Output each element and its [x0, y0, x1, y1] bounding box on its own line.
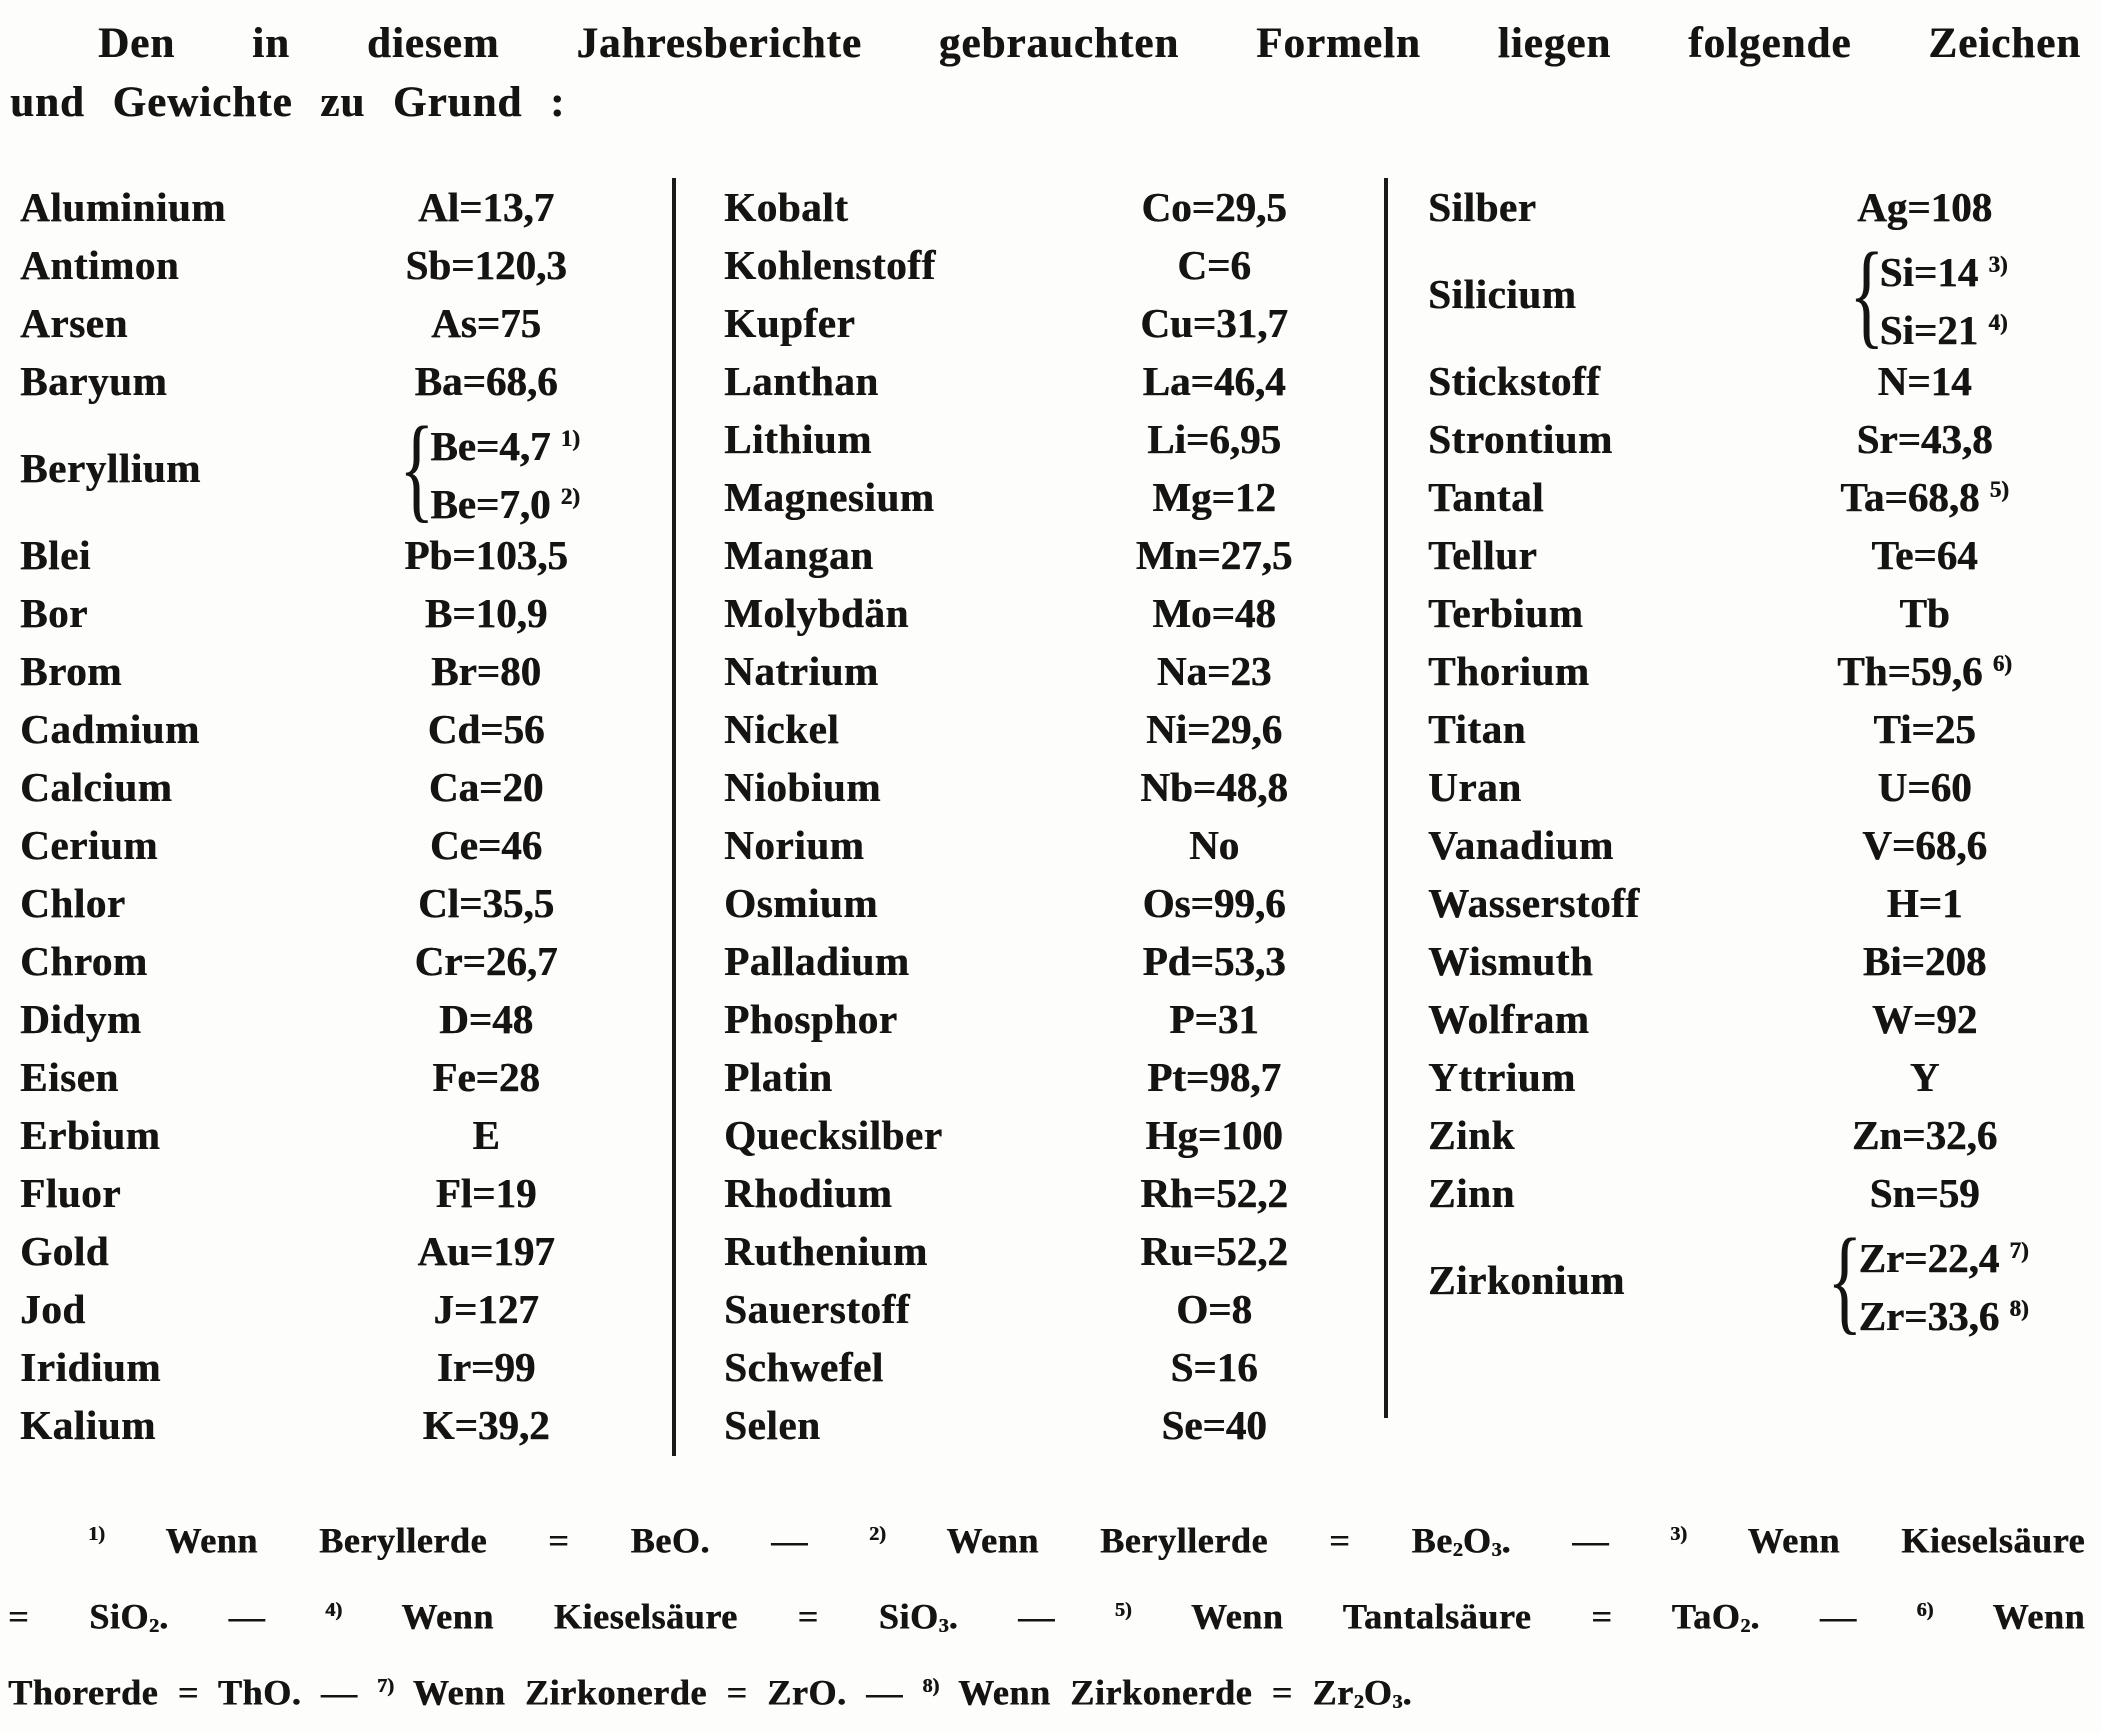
- element-value: Li=6,95: [1147, 416, 1281, 462]
- element-name: Zink: [1428, 1112, 1515, 1158]
- formula-subscript: 3: [938, 1615, 949, 1638]
- element-value: Ir=99: [436, 1344, 536, 1390]
- element-row: [1388, 526, 2101, 584]
- element-row: [676, 874, 1384, 932]
- element-value: H=1: [1886, 880, 1963, 926]
- element-name: Zirkonium: [1428, 1257, 1625, 1303]
- element-value-group: [1748, 1214, 2101, 1345]
- element-value: Sr=43,8: [1856, 416, 1993, 462]
- footnotes: [0, 1504, 2101, 1732]
- element-row: [676, 352, 1384, 410]
- element-name: Kupfer: [724, 300, 856, 346]
- value-stack: [1858, 1222, 2028, 1338]
- element-value: Cd=56: [427, 706, 545, 752]
- element-name: Ruthenium: [724, 1228, 928, 1274]
- element-name: Vanadium: [1428, 822, 1614, 868]
- element-name: Gold: [20, 1228, 109, 1274]
- element-value: Ni=29,6: [1145, 706, 1283, 752]
- element-row: [676, 642, 1384, 700]
- element-name: Wasserstoff: [1428, 880, 1640, 926]
- footnote-ref: 4): [1988, 310, 2008, 335]
- element-value: Fl=19: [435, 1170, 537, 1216]
- element-row: [1388, 932, 2101, 990]
- element-value: Te=64: [1871, 532, 1978, 578]
- footnote-ref: 5): [1114, 1599, 1132, 1622]
- element-row: [0, 642, 672, 700]
- element-value: Cu=31,7: [1140, 300, 1288, 346]
- element-row: [0, 990, 672, 1048]
- footnote-ref: 2): [560, 484, 580, 509]
- element-value: Be=7,0 $^{2)}$: [430, 481, 580, 528]
- element-weight-table: [0, 178, 2101, 1456]
- element-row: [0, 1338, 672, 1396]
- element-value: Se=40: [1161, 1402, 1267, 1448]
- intro-line-2: und Gewichte zu Grund :: [10, 79, 566, 126]
- element-name: Tantal: [1428, 474, 1545, 520]
- element-value: Rh=52,2: [1140, 1170, 1288, 1216]
- footnote-line-2: = SiO2. — $^{4)}$ Wenn Kieselsäure = SiO3. — $^{5)}$ Wenn Tantalsäure = TaO2. — $^{6)}$ Wenn: [8, 1596, 2085, 1638]
- element-name: Arsen: [20, 300, 128, 346]
- element-value: E: [472, 1112, 500, 1158]
- element-value: Ti=25: [1873, 706, 1976, 752]
- element-row: [0, 178, 672, 236]
- element-name: Niobium: [724, 764, 881, 810]
- element-row: [1388, 1106, 2101, 1164]
- column-1: [0, 178, 672, 1456]
- element-value: Zr=33,6 $^{8)}$: [1858, 1293, 2029, 1340]
- element-name: Kohlenstoff: [724, 242, 936, 288]
- element-value: No: [1188, 822, 1240, 868]
- element-row: [0, 526, 672, 584]
- element-row: [676, 178, 1384, 236]
- element-row: [676, 700, 1384, 758]
- element-name: Phosphor: [724, 996, 898, 1042]
- element-value: Au=197: [417, 1228, 555, 1274]
- footnote-ref: 7): [377, 1675, 394, 1698]
- element-value: Si=14 $^{3)}$: [1879, 249, 2008, 296]
- element-row: [0, 1222, 672, 1280]
- element-name: Yttrium: [1428, 1054, 1576, 1100]
- element-name: Didym: [20, 996, 142, 1042]
- element-row: [676, 816, 1384, 874]
- element-value: Pd=53,3: [1142, 938, 1286, 984]
- element-name: Rhodium: [724, 1170, 893, 1216]
- element-name: Baryum: [20, 358, 168, 404]
- element-value: Ru=52,2: [1140, 1228, 1288, 1274]
- element-name: Schwefel: [724, 1344, 884, 1390]
- column-3: [1388, 178, 2101, 1456]
- element-name: Silicium: [1428, 271, 1577, 317]
- element-value: Sn=59: [1869, 1170, 1980, 1216]
- element-row: [1388, 990, 2101, 1048]
- element-value: B=10,9: [424, 590, 548, 636]
- element-value: K=39,2: [422, 1402, 550, 1448]
- element-row: [0, 236, 672, 294]
- element-row: [676, 1396, 1384, 1454]
- element-row: [0, 874, 672, 932]
- element-row: [1388, 1048, 2101, 1106]
- element-row: [1388, 758, 2101, 816]
- element-row: [1388, 178, 2101, 236]
- element-row: [1388, 352, 2101, 410]
- element-name: Selen: [724, 1402, 821, 1448]
- element-row: [1388, 228, 2101, 359]
- element-value: Zn=32,6: [1851, 1112, 1998, 1158]
- element-name: Kobalt: [724, 184, 849, 230]
- footnote-ref: 3): [1670, 1523, 1687, 1545]
- element-value: Cr=26,7: [414, 938, 558, 984]
- element-row: [1388, 1164, 2101, 1222]
- element-row: [676, 932, 1384, 990]
- grouping-brace-icon: {: [1827, 1214, 1863, 1345]
- element-name: Wolfram: [1428, 996, 1590, 1042]
- element-row: [0, 1280, 672, 1338]
- element-name: Tellur: [1428, 532, 1538, 578]
- element-name: Palladium: [724, 938, 910, 984]
- formula-subscript: 2: [1452, 1539, 1463, 1562]
- value-stack: [1880, 236, 2008, 352]
- element-row: [1388, 584, 2101, 642]
- element-row: [676, 410, 1384, 468]
- element-row: [676, 1222, 1384, 1280]
- element-name: Mangan: [724, 532, 874, 578]
- element-name: Zinn: [1428, 1170, 1515, 1216]
- element-name: Jod: [20, 1286, 86, 1332]
- element-name: Brom: [20, 648, 122, 694]
- element-row: [1388, 874, 2101, 932]
- element-name: Kalium: [20, 1402, 156, 1448]
- formula-subscript: 2: [1353, 1691, 1364, 1714]
- element-name: Quecksilber: [724, 1112, 943, 1158]
- grouping-brace-icon: {: [1848, 228, 1884, 359]
- element-row: [676, 526, 1384, 584]
- element-row: [676, 1338, 1384, 1396]
- element-value: C=6: [1177, 242, 1251, 288]
- element-value: Co=29,5: [1141, 184, 1287, 230]
- element-row: [1388, 700, 2101, 758]
- element-name: Eisen: [20, 1054, 119, 1100]
- element-row: [676, 1280, 1384, 1338]
- element-value: Bi=208: [1862, 938, 1987, 984]
- element-name: Natrium: [724, 648, 879, 694]
- element-row: [676, 584, 1384, 642]
- element-row: [676, 1048, 1384, 1106]
- element-value: Ta=68,8 $^{5)}$: [1840, 474, 2009, 520]
- element-row: [676, 1106, 1384, 1164]
- element-name: Aluminium: [20, 184, 226, 230]
- element-value: Si=21 $^{4)}$: [1879, 307, 2008, 354]
- element-name: Titan: [1428, 706, 1526, 752]
- element-value-group: [300, 402, 672, 533]
- element-name: Cadmium: [20, 706, 200, 752]
- footnote-line-3: Thorerde = ThO. — $^{7)}$ Wenn Zirkonerde = ZrO. — $^{8)}$ Wenn Zirkonerde = Zr2O3.: [8, 1672, 1412, 1714]
- element-row: [676, 294, 1384, 352]
- element-name: Antimon: [20, 242, 180, 288]
- footnote-ref: 7): [2009, 1238, 2029, 1263]
- element-name: Osmium: [724, 880, 878, 926]
- element-name: Terbium: [1428, 590, 1584, 636]
- footnote-ref: 3): [1988, 252, 2008, 277]
- element-value: Na=23: [1156, 648, 1272, 694]
- formula-subscript: 3: [1491, 1539, 1502, 1562]
- element-row: [676, 236, 1384, 294]
- element-row: [676, 1164, 1384, 1222]
- element-name: Magnesium: [724, 474, 935, 520]
- element-value: Th=59,6 $^{6)}$: [1837, 648, 2012, 694]
- element-name: Lanthan: [724, 358, 879, 404]
- element-value: Ce=46: [429, 822, 543, 868]
- element-name: Cerium: [20, 822, 158, 868]
- element-row: [0, 294, 672, 352]
- element-name: Fluor: [20, 1170, 121, 1216]
- element-value: Sb=120,3: [405, 242, 567, 288]
- element-value: Cl=35,5: [417, 880, 555, 926]
- element-row: [0, 1048, 672, 1106]
- column-2: [676, 178, 1384, 1456]
- footnote-ref: 1): [560, 426, 580, 451]
- element-name: Platin: [724, 1054, 833, 1100]
- element-name: Iridium: [20, 1344, 161, 1390]
- element-value: La=46,4: [1142, 358, 1286, 404]
- footnote-ref: 8): [922, 1675, 940, 1698]
- element-value: S=16: [1170, 1344, 1258, 1390]
- intro-line-1: Den in diesem Jahresberichte gebrauchten Formeln liegen folgende Zeichen: [98, 20, 2081, 67]
- element-row: [0, 816, 672, 874]
- footnote-ref: 4): [325, 1599, 342, 1622]
- element-name: Lithium: [724, 416, 872, 462]
- element-value: Tb: [1899, 590, 1950, 636]
- element-name: Sauerstoff: [724, 1286, 910, 1332]
- element-name: Uran: [1428, 764, 1522, 810]
- element-value: Pt=98,7: [1147, 1054, 1281, 1100]
- element-value: W=92: [1871, 996, 1978, 1042]
- element-row: [0, 352, 672, 410]
- element-name: Nickel: [724, 706, 840, 752]
- element-row: [0, 1396, 672, 1454]
- element-value: Y: [1909, 1054, 1940, 1100]
- element-row: [676, 990, 1384, 1048]
- element-name: Erbium: [20, 1112, 161, 1158]
- element-value: Os=99,6: [1142, 880, 1286, 926]
- element-value-group: [1748, 228, 2101, 359]
- element-value: D=48: [439, 996, 533, 1042]
- formula-subscript: 3: [1392, 1691, 1403, 1714]
- element-row: [0, 402, 672, 533]
- element-row: [0, 1106, 672, 1164]
- element-value: Nb=48,8: [1140, 764, 1288, 810]
- footnote-ref: 6): [1916, 1599, 1934, 1622]
- element-value: Mg=12: [1152, 474, 1276, 520]
- footnote-ref: 5): [1989, 476, 2009, 502]
- element-value: J=127: [433, 1286, 539, 1332]
- element-value: Br=80: [431, 648, 541, 694]
- element-value: O=8: [1176, 1286, 1252, 1332]
- element-row: [1388, 410, 2101, 468]
- formula-subscript: 2: [1740, 1615, 1751, 1638]
- element-name: Strontium: [1428, 416, 1613, 462]
- element-row: [0, 700, 672, 758]
- element-value: Zr=22,4 $^{7)}$: [1858, 1235, 2029, 1282]
- element-value: As=75: [431, 300, 541, 346]
- element-value: V=68,6: [1862, 822, 1987, 868]
- element-row: [1388, 1214, 2101, 1345]
- element-value: Pb=103,5: [404, 532, 568, 578]
- formula-subscript: 2: [148, 1615, 159, 1638]
- element-value: Ba=68,6: [414, 358, 558, 404]
- element-value: Mn=27,5: [1135, 532, 1293, 578]
- element-value: Ca=20: [428, 764, 544, 810]
- element-name: Calcium: [20, 764, 173, 810]
- element-value: N=14: [1877, 358, 1972, 404]
- footnote-ref: 1): [88, 1523, 105, 1545]
- element-row: [1388, 816, 2101, 874]
- footnote-ref: 8): [2009, 1296, 2029, 1321]
- footnote-line-1: $^{1)}$ Wenn Beryllerde = BeO. — $^{2)}$ Wenn Beryllerde = Be2O3. — $^{3)}$ Wenn Kieselsäure: [88, 1520, 2086, 1562]
- element-value: Be=4,7 $^{1)}$: [430, 423, 580, 470]
- element-row: [0, 758, 672, 816]
- element-name: Bor: [20, 590, 88, 636]
- element-row: [676, 758, 1384, 816]
- element-value: Ag=108: [1857, 184, 1992, 230]
- element-row: [1388, 642, 2101, 700]
- element-value: U=60: [1877, 764, 1972, 810]
- element-name: Silber: [1428, 184, 1537, 230]
- element-name: Norium: [724, 822, 865, 868]
- element-row: [0, 1164, 672, 1222]
- element-name: Chlor: [20, 880, 126, 926]
- element-name: Stickstoff: [1428, 358, 1601, 404]
- element-value: Al=13,7: [417, 184, 555, 230]
- element-name: Molybdän: [724, 590, 909, 636]
- element-name: Thorium: [1428, 648, 1590, 694]
- element-value: Hg=100: [1145, 1112, 1283, 1158]
- element-name: Wismuth: [1428, 938, 1594, 984]
- element-value: Mo=48: [1152, 590, 1276, 636]
- element-name: Beryllium: [20, 445, 201, 491]
- footnote-ref: 6): [1992, 650, 2012, 676]
- element-name: Blei: [20, 532, 91, 578]
- footnote-ref: 2): [868, 1523, 886, 1545]
- element-row: [0, 932, 672, 990]
- grouping-brace-icon: {: [399, 402, 435, 533]
- element-name: Chrom: [20, 938, 148, 984]
- intro-paragraph: [0, 0, 2101, 132]
- element-row: [676, 468, 1384, 526]
- element-value: Fe=28: [432, 1054, 540, 1100]
- value-stack: [430, 410, 580, 526]
- element-row: [1388, 468, 2101, 526]
- element-value: P=31: [1169, 996, 1259, 1042]
- element-row: [0, 584, 672, 642]
